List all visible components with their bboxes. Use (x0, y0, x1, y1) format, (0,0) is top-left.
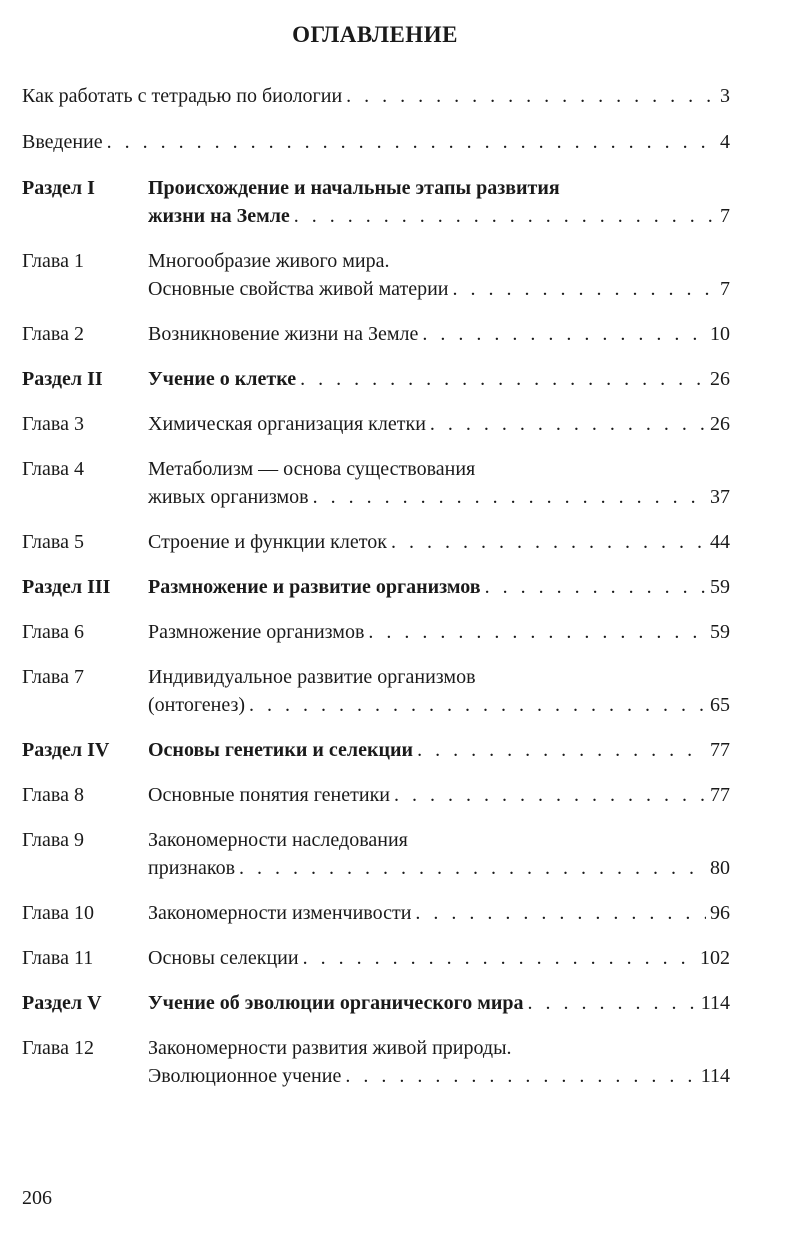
dot-leader (417, 736, 706, 764)
dot-leader (528, 989, 697, 1017)
toc-entry-body (148, 944, 730, 972)
toc-entry-title-line: Многообразие живого мира. (148, 250, 390, 272)
toc-entry-title-line: Закономерности развития живой природы. (148, 1037, 512, 1059)
toc-entry-section[interactable] (22, 365, 730, 393)
toc-entry-chapter[interactable] (22, 781, 730, 809)
dot-leader (368, 618, 706, 646)
toc-entry-page: 77 (710, 739, 730, 761)
toc-entry-chapter[interactable] (22, 320, 730, 348)
toc-entry-body (148, 736, 730, 764)
dot-leader (346, 82, 716, 110)
dot-leader (452, 275, 716, 303)
toc-entry-body (148, 320, 730, 348)
toc-entry-label: Раздел V (22, 992, 102, 1014)
toc-entry-page: 3 (720, 85, 730, 107)
toc-entry-chapter[interactable] (22, 1034, 730, 1090)
toc-entry-label: Глава 9 (22, 829, 84, 851)
toc-entry-chapter[interactable] (22, 247, 730, 303)
toc-entry-body (148, 989, 730, 1017)
toc-entry-page: 114 (700, 992, 730, 1014)
toc-entry-page: 80 (710, 857, 730, 879)
toc-entry-label: Глава 4 (22, 458, 84, 480)
dot-leader (303, 944, 696, 972)
toc-entry-chapter[interactable] (22, 410, 730, 438)
toc-entry-title-line: Возникновение жизни на Земле (148, 323, 419, 345)
toc-entry-title-line: Основы генетики и селекции (148, 739, 414, 761)
toc-entry-title-line: Закономерности изменчивости (148, 902, 412, 924)
toc-entry-body (148, 455, 730, 511)
toc-entry-title-line: Индивидуальное развитие организмов (148, 666, 476, 688)
toc-entry-title-line: Учение об эволюции органического мира (148, 992, 524, 1014)
toc-entry-title-line: Закономерности наследования (148, 829, 408, 851)
dot-leader (422, 320, 706, 348)
toc-entry-page: 96 (710, 902, 730, 924)
toc-entry-page: 114 (700, 1065, 730, 1087)
toc-entry-page: 77 (710, 784, 730, 806)
toc-entry-label: Глава 11 (22, 947, 94, 969)
dot-leader (415, 899, 706, 927)
toc-entry-page: 7 (720, 278, 730, 300)
toc-entry-title-line: Основные понятия генетики (148, 784, 390, 806)
dot-leader (107, 128, 716, 156)
toc-entry-body (22, 82, 730, 110)
toc-entry-title-line: живых организмов (148, 486, 309, 508)
table-of-contents (22, 82, 730, 1107)
toc-entry-title-line: Размножение и развитие организмов (148, 576, 481, 598)
toc-entry-page: 44 (710, 531, 730, 553)
toc-entry-label: Глава 6 (22, 621, 84, 643)
dot-leader (345, 1062, 696, 1090)
toc-entry-body (148, 247, 730, 303)
toc-entry-page: 65 (710, 694, 730, 716)
toc-entry-section[interactable] (22, 573, 730, 601)
toc-entry-page: 37 (710, 486, 730, 508)
dot-leader (430, 410, 706, 438)
toc-entry-title-line: Размножение организмов (148, 621, 365, 643)
toc-entry-page: 26 (710, 413, 730, 435)
toc-entry-title-line: жизни на Земле (148, 205, 290, 227)
toc-entry-page: 102 (700, 947, 730, 969)
page-number: 206 (22, 1187, 52, 1209)
toc-entry-label: Раздел II (22, 368, 103, 390)
toc-entry-body (148, 365, 730, 393)
toc-entry-page: 7 (720, 205, 730, 227)
toc-entry-label: Глава 2 (22, 323, 84, 345)
toc-entry-page: 26 (710, 368, 730, 390)
toc-entry-title-line: Происхождение и начальные этапы развития (148, 177, 560, 199)
toc-entry-intro[interactable] (22, 82, 730, 110)
toc-entry-title-line: Введение (22, 131, 103, 153)
toc-entry-title-line: Учение о клетке (148, 368, 297, 390)
toc-entry-chapter[interactable] (22, 663, 730, 719)
page-title: ОГЛАВЛЕНИЕ (292, 22, 458, 47)
toc-entry-page: 10 (710, 323, 730, 345)
toc-entry-page: 4 (720, 131, 730, 153)
toc-entry-body (148, 573, 730, 601)
toc-entry-section[interactable] (22, 736, 730, 764)
toc-entry-title-line: Как работать с тетрадью по биологии (22, 85, 343, 107)
toc-entry-section[interactable] (22, 989, 730, 1017)
toc-entry-label: Глава 5 (22, 531, 84, 553)
toc-entry-body (148, 528, 730, 556)
dot-leader (485, 573, 706, 601)
toc-entry-body (148, 410, 730, 438)
toc-entry-chapter[interactable] (22, 944, 730, 972)
toc-entry-title-line: признаков (148, 857, 236, 879)
toc-entry-body (148, 826, 730, 882)
toc-entry-chapter[interactable] (22, 899, 730, 927)
toc-entry-page: 59 (710, 621, 730, 643)
toc-entry-body (148, 781, 730, 809)
toc-entry-body (148, 663, 730, 719)
toc-entry-label: Раздел I (22, 177, 95, 199)
toc-entry-label: Глава 3 (22, 413, 84, 435)
toc-entry-body (148, 899, 730, 927)
toc-entry-title-line: Эволюционное учение (148, 1065, 342, 1087)
dot-leader (313, 483, 706, 511)
toc-entry-body (148, 618, 730, 646)
toc-entry-page: 59 (710, 576, 730, 598)
toc-entry-title-line: Строение и функции клеток (148, 531, 387, 553)
toc-entry-label: Раздел IV (22, 739, 110, 761)
toc-entry-body (22, 128, 730, 156)
toc-entry-title-line: Химическая организация клетки (148, 413, 426, 435)
dot-leader (391, 528, 706, 556)
toc-entry-label: Глава 7 (22, 666, 84, 688)
toc-entry-title-line: Основные свойства живой материи (148, 278, 449, 300)
toc-entry-title-line: (онтогенез) (148, 694, 246, 716)
toc-entry-label: Раздел III (22, 576, 111, 598)
toc-entry-intro[interactable] (22, 128, 730, 156)
dot-leader (294, 202, 716, 230)
toc-entry-title-line: Основы селекции (148, 947, 299, 969)
toc-entry-section[interactable] (22, 174, 730, 230)
toc-entry-label: Глава 10 (22, 902, 94, 924)
toc-entry-title-line: Метаболизм — основа существования (148, 458, 476, 480)
toc-entry-chapter[interactable] (22, 528, 730, 556)
toc-entry-chapter[interactable] (22, 455, 730, 511)
toc-entry-body (148, 1034, 730, 1090)
dot-leader (249, 691, 706, 719)
toc-entry-label: Глава 12 (22, 1037, 94, 1059)
toc-entry-chapter[interactable] (22, 618, 730, 646)
toc-entry-label: Глава 1 (22, 250, 84, 272)
dot-leader (239, 854, 706, 882)
toc-entry-chapter[interactable] (22, 826, 730, 882)
toc-entry-label: Глава 8 (22, 784, 84, 806)
dot-leader (300, 365, 706, 393)
dot-leader (394, 781, 706, 809)
toc-entry-body (148, 174, 730, 230)
